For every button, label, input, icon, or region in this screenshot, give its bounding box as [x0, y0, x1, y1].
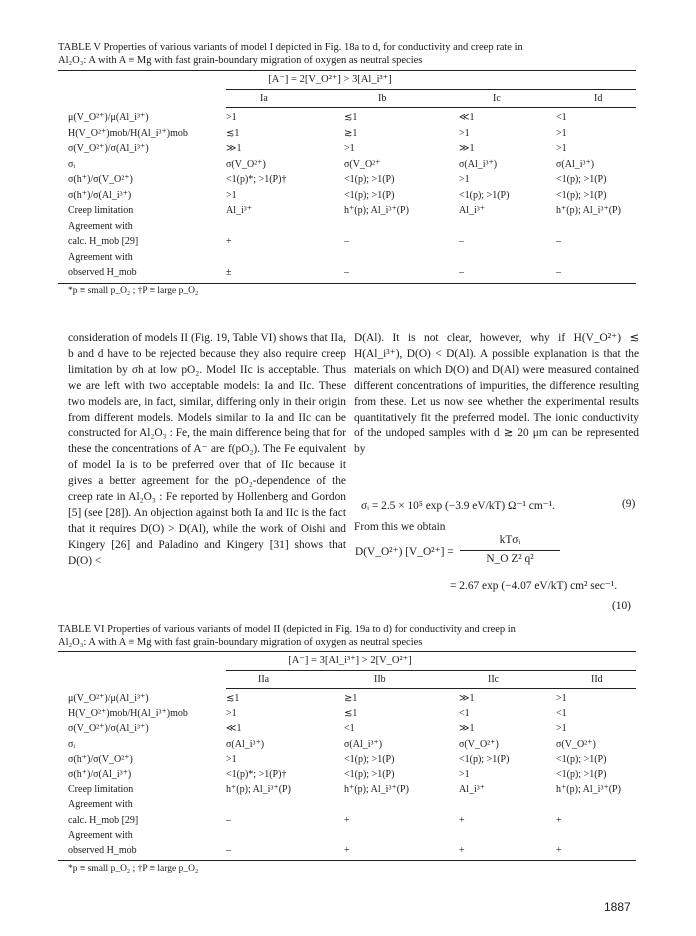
table-cell: ≳1	[344, 127, 358, 139]
body-left-text: consideration of models II (Fig. 19, Table VI) shows that IIa, b and d have to be rejected because they also require creep limitation by σh at low pO₂. Model IIc is acceptable. Thus we are left with two acceptable models: Ia and IIc. These two models are, in fact, similar, differing only in their origin from different models. Models similar to Ia and IIc can be constructed for Al₂O₃ : Fe, the main difference being that for these the concentrations of A⁻ are f(pO₂). The Fe equivalent of model Ia is to be preferred over that of IIc because it gives a better agreement for the pO₂-dependence of the creep rate in Al₂O₃ : Fe reported by Hollenberg and Gordon [5] (see [28]). An objection against both Ia and IIc is the fact that it requires D(O) > D(Al), while the work of Oishi and Kingery [26] and Paladino and Kingery [31] shows that D(O) <	[68, 332, 346, 567]
table-cell: >1	[459, 769, 470, 780]
table6-header-IIb: IIb	[374, 674, 386, 685]
table-cell: +	[556, 845, 562, 856]
table6-header-IId: IId	[591, 674, 603, 685]
row-label: calc. H_mob [29]	[68, 814, 139, 826]
table-cell: ±	[226, 267, 232, 278]
table6-condition: [A⁻] = 3[Al_i³⁺] > 2[V_O²⁺]	[288, 655, 412, 666]
equation-10-numerator: kTσᵢ	[499, 534, 521, 546]
table-cell: >1	[556, 723, 567, 735]
table-cell: ≲1	[344, 112, 358, 123]
row-label: Creep limitation	[68, 784, 134, 796]
table5-caption-line2: Al₂O₃: A with A ≡ Mg with fast grain-boundary migration of oxygen as neutral species	[58, 55, 423, 66]
table-cell: ≫1	[459, 693, 475, 704]
table-cell: >1	[556, 693, 567, 704]
row-label: σ(h⁺)/σ(Al_i³⁺)	[68, 189, 132, 201]
row-label: calc. H_mob [29]	[68, 236, 139, 247]
table-cell: σ(V_O²⁺	[344, 158, 381, 170]
row-label: σᵢ	[68, 738, 76, 750]
table-cell: σ(V_O²⁺)	[459, 738, 499, 750]
table5-header-Id: Id	[594, 93, 603, 104]
row-label: observed H_mob	[68, 845, 137, 856]
page-number: 1887	[604, 900, 631, 914]
from-this-text: From this we obtain	[354, 521, 446, 533]
table-cell: >1	[226, 112, 237, 123]
table5-header-Ia: Ia	[260, 93, 268, 104]
table-cell: –	[556, 267, 561, 278]
table6-bottom-rule	[58, 860, 636, 861]
table6-caption-line1: TABLE VI Properties of various variants of model II (depicted in Fig. 19a to d) for conductivity and creep in	[58, 624, 516, 635]
table-cell: σ(Al_i³⁺)	[226, 738, 265, 750]
table-cell: <1(p)*; >1(P)†	[226, 174, 287, 185]
table-cell: –	[226, 814, 231, 826]
row-label: σ(h⁺)/σ(V_O²⁺)	[68, 753, 133, 765]
equation-9: σᵢ = 2.5 × 10⁵ exp (−3.9 eV/kT) Ω⁻¹ cm⁻¹.	[361, 500, 555, 512]
row-label: Creep limitation	[68, 205, 134, 216]
row-label: Agreement with	[68, 220, 133, 232]
table-cell: ≫1	[459, 143, 475, 154]
table-cell: <1	[556, 708, 567, 720]
row-label: μ(V_O²⁺)/μ(Al_i³⁺)	[68, 112, 149, 123]
row-label: H(V_O²⁺)mob/H(Al_i³⁺)mob	[68, 708, 188, 720]
table-cell: +	[459, 814, 465, 826]
table-cell: >1	[556, 127, 567, 139]
row-label: σ(h⁺)/σ(Al_i³⁺)	[68, 769, 132, 780]
table-cell: h⁺(p); Al_i³⁺(P)	[556, 784, 621, 796]
table-cell: >1	[226, 708, 237, 720]
table-cell: >1	[459, 127, 470, 139]
table-cell: >1	[459, 174, 470, 185]
row-label: μ(V_O²⁺)/μ(Al_i³⁺)	[68, 693, 149, 704]
equation-10-number: (10)	[612, 600, 631, 612]
body-right-text: D(Al). It is not clear, however, why if H(V_O²⁺) ≲ H(Al_i³⁺), D(O) < D(Al). A possible explanation is that the materials on which D(O) and D(Al) were measured contained different concentrations of impurities, the difference resulting from these. Let us now see whether the experimental results quantitatively fit the preferred model. The ionic conductivity of the undoped samples with d ≳ 20 μm can be represented by	[354, 332, 639, 456]
table-cell: <1(p); >1(P)	[556, 769, 607, 780]
row-label: σ(V_O²⁺)/σ(Al_i³⁺)	[68, 143, 149, 154]
row-label: σ(h⁺)/σ(V_O²⁺)	[68, 174, 133, 185]
table-cell: σ(Al_i³⁺)	[344, 738, 383, 750]
row-label: H(V_O²⁺)mob/H(Al_i³⁺)mob	[68, 127, 188, 139]
table-cell: –	[226, 845, 231, 856]
table-cell: +	[344, 814, 350, 826]
table-cell: >1	[226, 753, 237, 765]
equation-10-denominator: N_O Z² q²	[486, 553, 534, 565]
table-cell: <1(p); >1(P)	[556, 189, 607, 201]
row-label: observed H_mob	[68, 267, 137, 278]
table-cell: <1	[556, 112, 567, 123]
table-cell: ≲1	[226, 127, 240, 139]
table-cell: <1(p); >1(P)	[459, 189, 510, 201]
table-cell: σ(Al_i³⁺)	[556, 158, 595, 170]
table-cell: –	[344, 236, 349, 247]
table-cell: h⁺(p); Al_i³⁺(P)	[344, 784, 409, 796]
table-cell: <1(p); >1(P)	[459, 753, 510, 765]
table-cell: <1(p); >1(P)	[344, 174, 395, 185]
table-cell: Al_i³⁺	[459, 784, 486, 796]
table-cell: ≲1	[226, 693, 240, 704]
table-cell: +	[459, 845, 465, 856]
table-cell: +	[344, 845, 350, 856]
table6-header-rule	[226, 688, 636, 689]
table6-footnote: *p ≡ small p_O₂ ; †P ≡ large p_O₂	[68, 864, 199, 874]
table-cell: ≪1	[459, 112, 475, 123]
table6-caption-line2: Al₂O₃: A with A ≡ Mg with fast grain-boundary migration of oxygen as neutral species	[58, 637, 423, 648]
table-cell: <1	[344, 723, 355, 735]
table5-header-Ic: Ic	[493, 93, 501, 104]
table6-header-IIa: IIa	[258, 674, 270, 685]
table-cell: >1	[226, 189, 237, 201]
table-cell: –	[459, 267, 464, 278]
table-cell: +	[556, 814, 562, 826]
table-cell: ≳1	[344, 693, 358, 704]
table5-caption-line1: TABLE V Properties of various variants of model I depicted in Fig. 18a to d, for conductivity and creep rate in	[58, 42, 523, 53]
table-cell: <1(p); >1(P)	[344, 189, 395, 201]
table-cell: Al_i³⁺	[226, 205, 253, 216]
table-cell: –	[344, 267, 349, 278]
table-cell: >1	[344, 143, 355, 154]
table-cell: ≫1	[459, 723, 475, 735]
row-label: σ(V_O²⁺)/σ(Al_i³⁺)	[68, 723, 149, 735]
table-cell: σ(Al_i³⁺)	[459, 158, 498, 170]
table-cell: –	[459, 236, 464, 247]
table-cell: <1(p)*; >1(P)†	[226, 769, 287, 780]
table5-header-Ib: Ib	[378, 93, 387, 104]
table-cell: >1	[556, 143, 567, 154]
table-cell: ≲1	[344, 708, 358, 720]
table-cell: <1(p); >1(P)	[344, 753, 395, 765]
table-cell: Al_i³⁺	[459, 205, 486, 216]
table-cell: <1(p); >1(P)	[556, 753, 607, 765]
table-cell: <1(p); >1(P)	[556, 174, 607, 185]
row-label: Agreement with	[68, 829, 133, 841]
row-label: Agreement with	[68, 799, 133, 811]
row-label: σᵢ	[68, 158, 76, 170]
table-cell: h⁺(p); Al_i³⁺(P)	[556, 205, 621, 216]
table-cell: <1	[459, 708, 470, 720]
table5-footnote: *p ≡ small p_O₂ ; †P ≡ large p_O₂	[68, 286, 199, 296]
table-cell: +	[226, 236, 232, 247]
table-cell: <1(p); >1(P)	[344, 769, 395, 780]
table-cell: h⁺(p); Al_i³⁺(P)	[226, 784, 291, 796]
row-label: Agreement with	[68, 251, 133, 263]
table-cell: ≫1	[226, 143, 242, 154]
equation-9-number: (9)	[622, 498, 636, 510]
table-cell: –	[556, 236, 561, 247]
table-cell: σ(V_O²⁺)	[226, 158, 266, 170]
table-cell: h⁺(p); Al_i³⁺(P)	[344, 205, 409, 216]
table6-header-IIc: IIc	[488, 674, 500, 685]
table-cell: σ(V_O²⁺)	[556, 738, 596, 750]
table5-condition: [A⁻] = 2[V_O²⁺] > 3[Al_i³⁺]	[268, 74, 392, 85]
equation-10-lhs: D(V_O²⁺) [V_O²⁺] =	[355, 546, 454, 558]
equation-10-line2: = 2.67 exp (−4.07 eV/kT) cm² sec⁻¹.	[450, 580, 618, 592]
table-cell: ≪1	[226, 723, 242, 735]
